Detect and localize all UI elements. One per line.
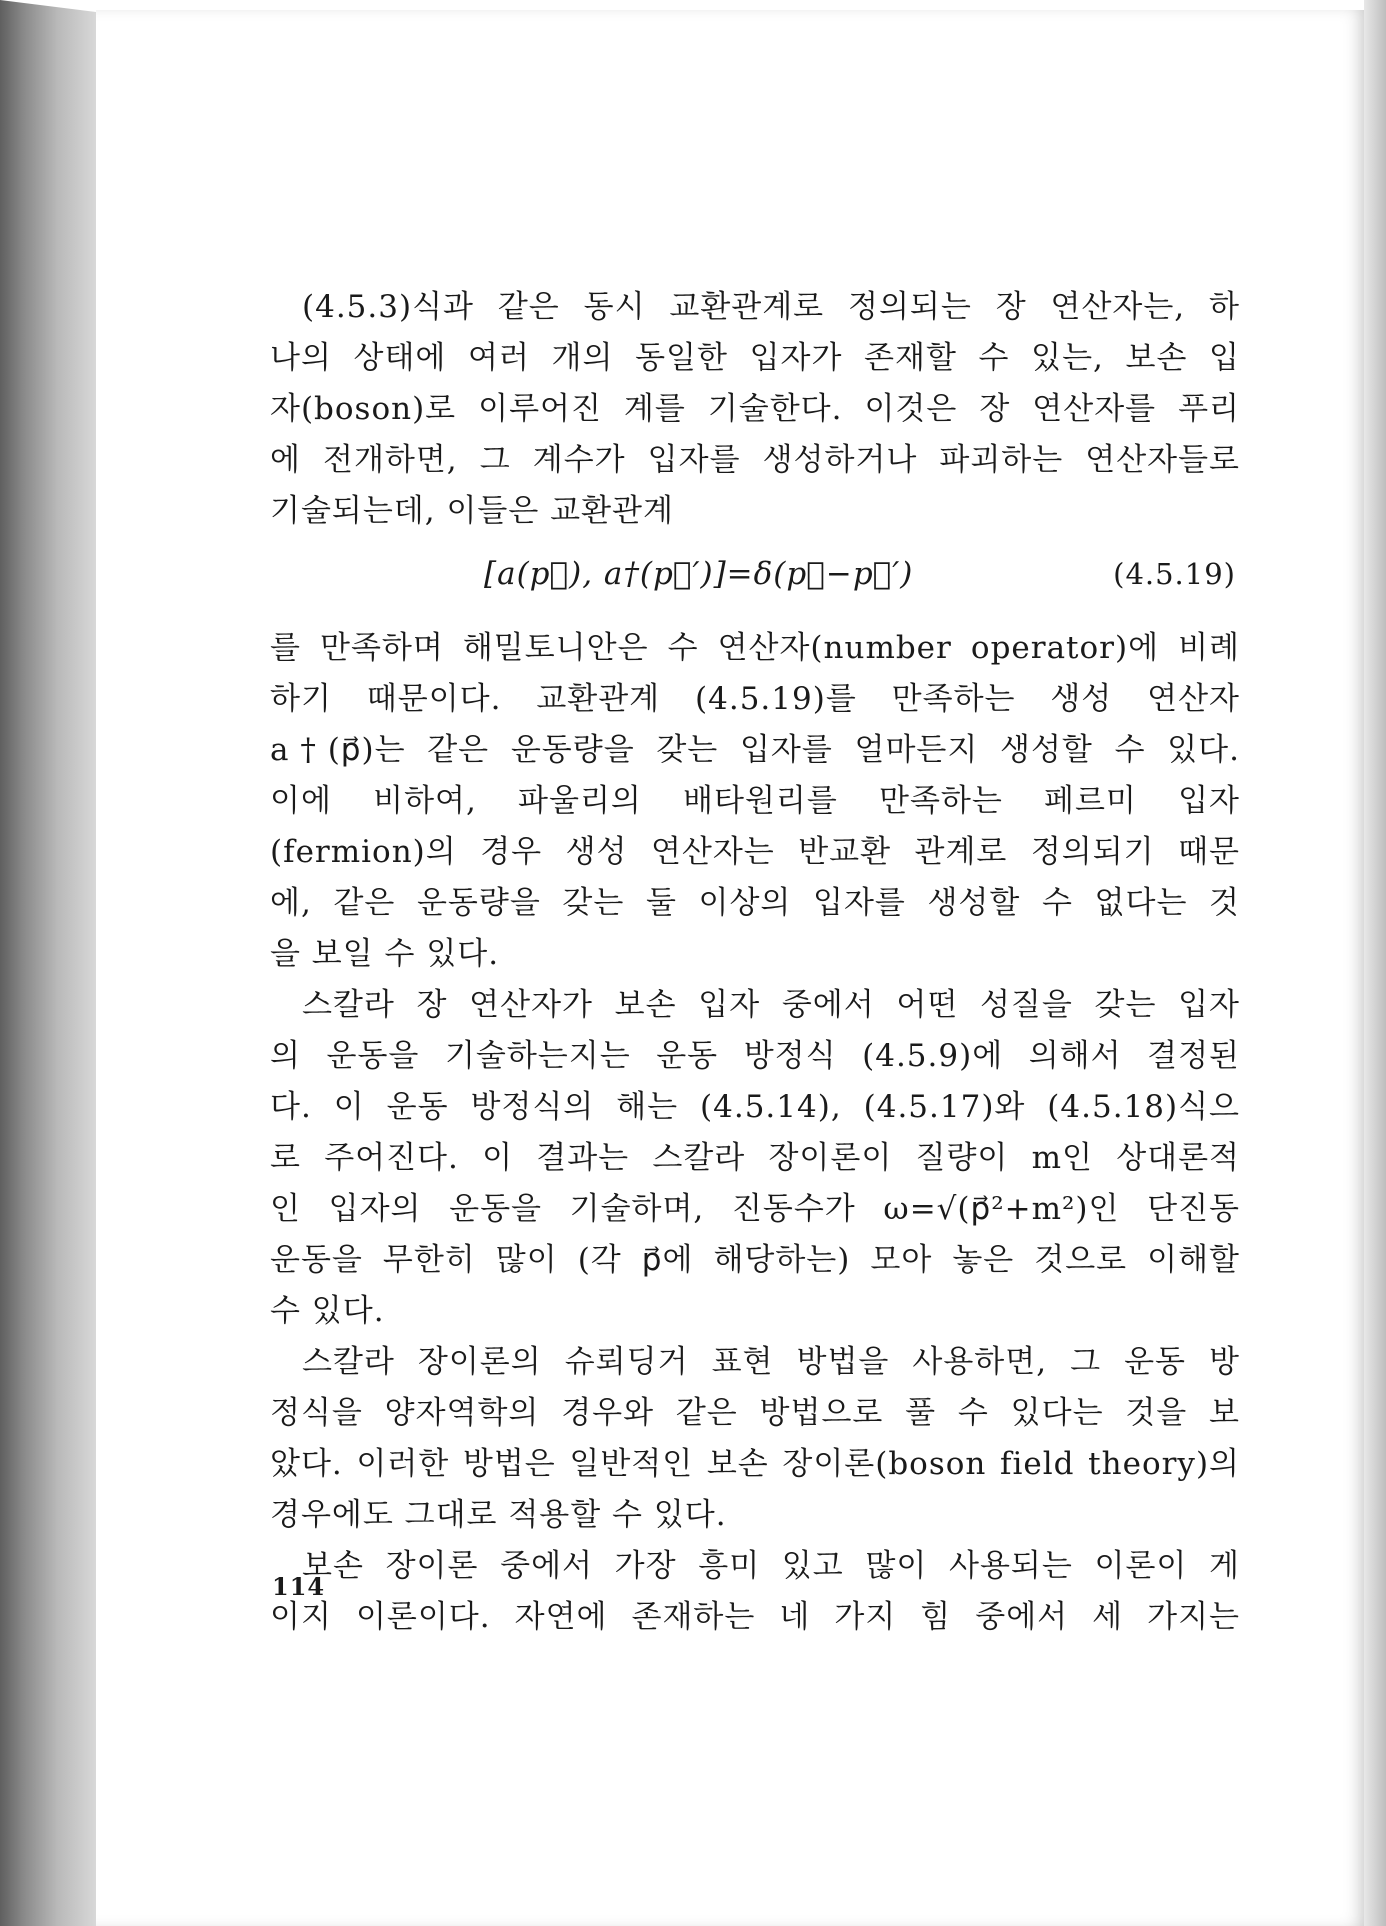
text-line: a†(p⃗)는 같은 운동량을 갖는 입자를 얼마든지 생성할 수 있다. — [270, 732, 1240, 768]
text-line: 정식을 양자역학의 경우와 같은 방법으로 풀 수 있다는 것을 보 — [270, 1395, 1240, 1431]
paragraph-2 — [270, 623, 1240, 980]
text-line: 이에 비하여, 파울리의 배타원리를 만족하는 페르미 입자 — [270, 783, 1240, 819]
paragraph-1 — [270, 282, 1240, 537]
text-line: 자(boson)로 이루어진 계를 기술한다. 이것은 장 연산자를 푸리 — [270, 391, 1240, 427]
text-line: 에, 같은 운동량을 갖는 둘 이상의 입자를 생성할 수 없다는 것 — [270, 885, 1240, 921]
text-line: 보손 장이론 중에서 가장 흥미 있고 많이 사용되는 이론이 게 — [302, 1548, 1240, 1584]
text-line: (4.5.3)식과 같은 동시 교환관계로 정의되는 장 연산자는, 하 — [302, 289, 1240, 325]
text-line: 하기 때문이다. 교환관계 (4.5.19)를 만족하는 생성 연산자 — [270, 681, 1240, 717]
equation-number: (4.5.19) — [1113, 557, 1236, 591]
text-line: 스칼라 장이론의 슈뢰딩거 표현 방법을 사용하면, 그 운동 방 — [302, 1344, 1240, 1380]
text-line: 경우에도 그대로 적용할 수 있다. — [270, 1497, 727, 1533]
text-block — [270, 282, 1240, 1643]
text-line: 를 만족하며 해밀토니안은 수 연산자(number operator)에 비례 — [270, 630, 1240, 666]
paragraph-5 — [270, 1541, 1240, 1643]
text-line: 인 입자의 운동을 기술하며, 진동수가 ω=√(p⃗²+m²)인 단진동 — [270, 1191, 1240, 1227]
text-line: 기술되는데, 이들은 교환관계 — [270, 493, 674, 529]
text-line: 이지 이론이다. 자연에 존재하는 네 가지 힘 중에서 세 가지는 — [270, 1599, 1240, 1635]
text-line: 의 운동을 기술하는지는 운동 방정식 (4.5.9)에 의해서 결정된 — [270, 1038, 1240, 1074]
page-spine — [0, 0, 96, 1926]
text-line: 에 전개하면, 그 계수가 입자를 생성하거나 파괴하는 연산자들로 — [270, 442, 1240, 478]
text-line: 다. 이 운동 방정식의 해는 (4.5.14), (4.5.17)와 (4.5.18)식으 — [270, 1089, 1240, 1125]
text-line: (fermion)의 경우 생성 연산자는 반교환 관계로 정의되기 때문 — [270, 834, 1240, 870]
text-line: 수 있다. — [270, 1293, 385, 1329]
page-edge-right — [1364, 0, 1386, 1926]
paragraph-3 — [270, 980, 1240, 1337]
page-number: 114 — [272, 1572, 326, 1601]
text-line: 스칼라 장 연산자가 보손 입자 중에서 어떤 성질을 갖는 입자 — [302, 987, 1240, 1023]
text-line: 나의 상태에 여러 개의 동일한 입자가 존재할 수 있는, 보손 입 — [270, 340, 1240, 376]
paragraph-4 — [270, 1337, 1240, 1541]
text-line: 운동을 무한히 많이 (각 p⃗에 해당하는) 모아 놓은 것으로 이해할 — [270, 1242, 1240, 1278]
text-line: 을 보일 수 있다. — [270, 936, 500, 972]
text-line: 로 주어진다. 이 결과는 스칼라 장이론이 질량이 m인 상대론적 — [270, 1140, 1240, 1176]
equation-body: [a(p⃗), a†(p⃗′)]=δ(p⃗−p⃗′) — [484, 556, 914, 592]
equation-row — [270, 545, 1240, 617]
text-line: 았다. 이러한 방법은 일반적인 보손 장이론(boson field theory)의 — [270, 1446, 1240, 1482]
